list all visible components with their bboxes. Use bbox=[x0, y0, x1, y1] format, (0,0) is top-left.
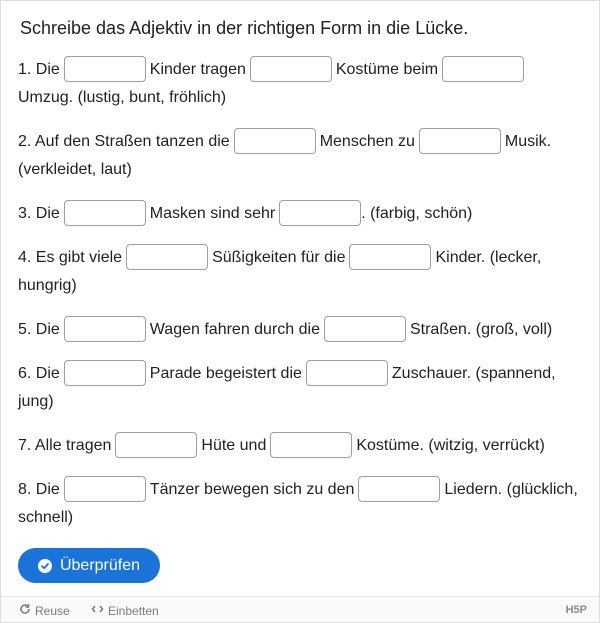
question-text: Masken sind sehr bbox=[149, 205, 276, 222]
question-text: Kinder. (lecker, hungrig) bbox=[18, 249, 542, 294]
blank-input[interactable] bbox=[279, 200, 361, 226]
question-text: . (farbig, schön) bbox=[361, 205, 473, 222]
blank-input[interactable] bbox=[115, 432, 197, 458]
task-instruction: Schreibe das Adjektiv in der richtigen Form in die Lücke. bbox=[20, 18, 469, 38]
question-text: Kostüme. (witzig, verrückt) bbox=[356, 437, 545, 454]
question-text: 6. Die bbox=[18, 365, 60, 382]
question-text: 7. Alle tragen bbox=[18, 437, 112, 454]
blank-input[interactable] bbox=[64, 56, 146, 82]
question-4 bbox=[18, 244, 588, 300]
question-5 bbox=[18, 316, 588, 344]
reuse-button[interactable] bbox=[19, 603, 70, 618]
blank-input[interactable] bbox=[419, 128, 501, 154]
blank-input[interactable] bbox=[358, 476, 440, 502]
question-3 bbox=[18, 200, 588, 228]
question-text: Menschen zu bbox=[319, 133, 415, 150]
blank-input[interactable] bbox=[250, 56, 332, 82]
question-text: Straßen. (groß, voll) bbox=[409, 321, 553, 338]
question-text: Kostüme beim bbox=[335, 61, 439, 78]
blank-input[interactable] bbox=[64, 476, 146, 502]
question-8 bbox=[18, 476, 588, 532]
question-text: Hüte und bbox=[201, 437, 267, 454]
blank-input[interactable] bbox=[270, 432, 352, 458]
question-2 bbox=[18, 128, 588, 184]
embed-button[interactable] bbox=[91, 603, 159, 618]
blank-input[interactable] bbox=[64, 360, 146, 386]
blank-input[interactable] bbox=[442, 56, 524, 82]
footer-bar bbox=[1, 596, 599, 622]
question-text: Liedern. (glücklich, schnell) bbox=[18, 481, 578, 526]
question-text: Wagen fahren durch die bbox=[149, 321, 320, 338]
question-text: Parade begeistert die bbox=[149, 365, 302, 382]
blank-input[interactable] bbox=[64, 316, 146, 342]
code-icon bbox=[91, 603, 104, 618]
question-text: Süßigkeiten für die bbox=[212, 249, 346, 266]
question-text: 4. Es gibt viele bbox=[18, 249, 123, 266]
question-text: 2. Auf den Straßen tanzen die bbox=[18, 133, 230, 150]
question-1 bbox=[18, 56, 588, 112]
question-text: 1. Die bbox=[18, 61, 60, 78]
question-text: Musik. (verkleidet, laut) bbox=[18, 133, 552, 178]
check-circle-icon bbox=[38, 559, 52, 573]
blank-input[interactable] bbox=[126, 244, 208, 270]
question-text: Tänzer bewegen sich zu den bbox=[149, 481, 355, 498]
check-button-label: Überprüfen bbox=[59, 556, 141, 574]
question-text: Umzug. (lustig, bunt, fröhlich) bbox=[18, 89, 227, 106]
check-button[interactable] bbox=[18, 548, 160, 583]
blank-input[interactable] bbox=[324, 316, 406, 342]
question-7 bbox=[18, 432, 588, 460]
refresh-icon bbox=[19, 603, 31, 618]
question-text: 5. Die bbox=[18, 321, 60, 338]
question-text: 3. Die bbox=[18, 205, 60, 222]
reuse-label: Reuse bbox=[35, 603, 70, 618]
embed-label: Einbetten bbox=[108, 603, 159, 618]
question-text: Kinder tragen bbox=[149, 61, 246, 78]
question-6 bbox=[18, 360, 588, 416]
question-text: 8. Die bbox=[18, 481, 60, 498]
blank-input[interactable] bbox=[64, 200, 146, 226]
question-text: Zuschauer. (spannend, jung) bbox=[18, 365, 556, 410]
blank-input[interactable] bbox=[349, 244, 431, 270]
h5p-logo[interactable]: H5P bbox=[565, 604, 587, 616]
blank-input[interactable] bbox=[234, 128, 316, 154]
blank-input[interactable] bbox=[306, 360, 388, 386]
